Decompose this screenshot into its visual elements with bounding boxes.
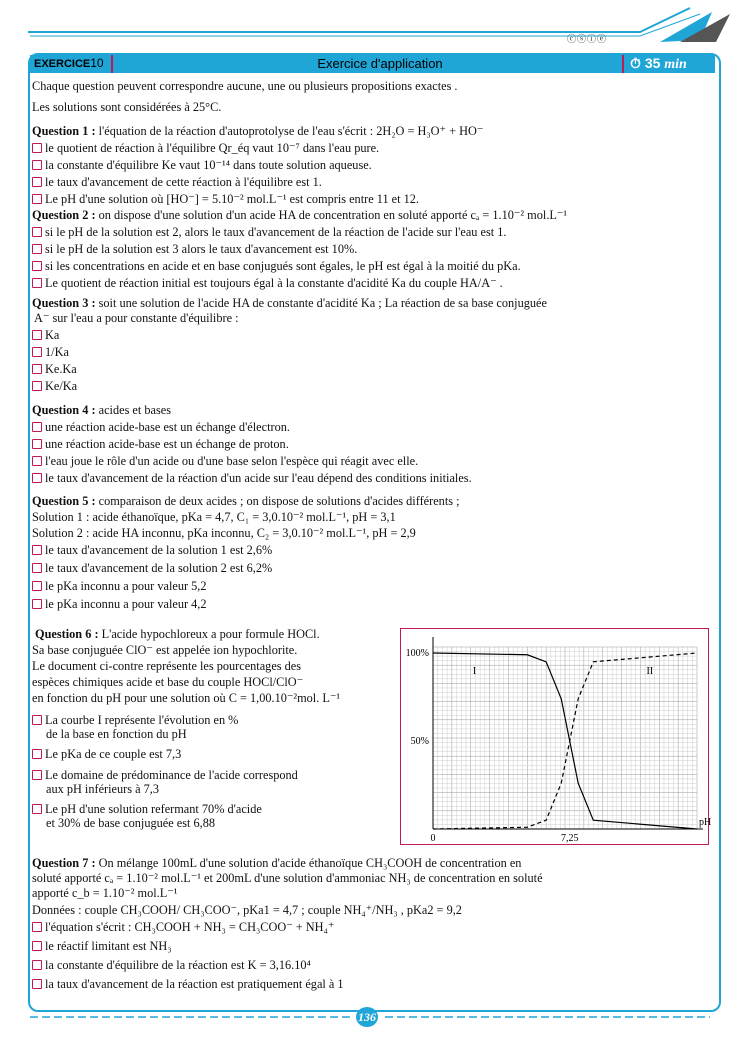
option[interactable]: si le pH de la solution est 3 alors le taux d'avancement est 10%.: [32, 242, 357, 256]
option[interactable]: la constante d'équilibre Ke vaut 10⁻¹⁴ dans toute solution aqueuse.: [32, 158, 372, 172]
question-4: Question 4 : acides et bases: [32, 403, 172, 417]
option[interactable]: la taux d'avancement de la réaction est pratiquement égal à 1: [32, 977, 344, 991]
checkbox-icon: [32, 364, 42, 374]
option[interactable]: Ke.Ka: [32, 362, 77, 376]
intro-line: Les solutions sont considérées à 25°C.: [32, 100, 222, 114]
page-number: 136: [356, 1007, 378, 1027]
option[interactable]: la constante d'équilibre de la réaction est K = 3,16.10⁴: [32, 958, 311, 972]
question-7-line: Données : couple CH₃COOH/ CH₃COO⁻, pKa1 = 4,7 ; couple NH₄⁺/NH₃ , pKa2 = 9,2: [32, 903, 462, 917]
checkbox-icon: [32, 381, 42, 391]
option[interactable]: l'eau joue le rôle d'un acide ou d'une base selon l'espèce qui réagit avec elle.: [32, 454, 418, 468]
checkbox-icon: [32, 439, 42, 449]
duration: ⏱ 35 min: [630, 55, 687, 72]
option[interactable]: Le quotient de réaction initial est toujours égal à la constante d'acidité Ka du couple HA/A⁻ .: [32, 276, 503, 290]
checkbox-icon: [32, 473, 42, 483]
checkbox-icon: [32, 261, 42, 271]
checkbox-icon: [32, 749, 42, 759]
checkbox-icon: [32, 177, 42, 187]
option[interactable]: une réaction acide-base est un échange d'électron.: [32, 420, 290, 434]
option[interactable]: si le pH de la solution est 2, alors le taux d'avancement de la réaction de l'acide sur l'eau est 1.: [32, 225, 506, 239]
checkbox-icon: [32, 715, 42, 725]
checkbox-icon: [32, 347, 42, 357]
option[interactable]: le taux d'avancement de la solution 2 est 6,2%: [32, 561, 272, 575]
question-3: Question 3 : soit une solution de l'acide HA de constante d'acidité Ka ; La réaction de sa base conjuguée: [32, 296, 547, 310]
solution-1: Solution 1 : acide éthanoïque, pKa = 4,7, C₁ = 3,0.10⁻² mol.L⁻¹, pH = 3,1: [32, 510, 396, 524]
option[interactable]: Ke/Ka: [32, 379, 77, 393]
checkbox-icon: [32, 244, 42, 254]
option-continued: aux pH inférieurs à 7,3: [46, 782, 160, 796]
option[interactable]: Le pKa de ce couple est 7,3: [32, 747, 181, 761]
license-icons: ⓒⓢⓘⓔ: [567, 34, 608, 44]
question-6: Question 6 : L'acide hypochloreux a pour formule HOCl.: [35, 627, 320, 641]
option[interactable]: 1/Ka: [32, 345, 69, 359]
checkbox-icon: [32, 581, 42, 591]
checkbox-icon: [32, 960, 42, 970]
checkbox-icon: [32, 979, 42, 989]
question-1: Question 1 : l'équation de la réaction d'autoprotolyse de l'eau s'écrit : 2H₂O = H₃O⁺ + HO⁻: [32, 124, 484, 138]
checkbox-icon: [32, 599, 42, 609]
checkbox-icon: [32, 456, 42, 466]
option[interactable]: le taux d'avancement de la solution 1 est 2,6%: [32, 543, 272, 557]
option[interactable]: le quotient de réaction à l'équilibre Qr_éq vaut 10⁻⁷ dans l'eau pure.: [32, 141, 379, 155]
question-6-line: Sa base conjuguée ClO⁻ est appelée ion hypochlorite.: [32, 643, 298, 657]
y-tick-label: 50%: [410, 736, 429, 747]
series-I-label: I: [472, 666, 477, 678]
question-3-line2: A⁻ sur l'eau a pour constante d'équilibre :: [34, 311, 239, 325]
question-6-line: en fonction du pH pour une solution où C = 1,00.10⁻²mol. L⁻¹: [32, 691, 341, 705]
x-tick-label: 0: [430, 833, 436, 844]
option[interactable]: le réactif limitant est NH₃: [32, 939, 172, 953]
chart-svg: [401, 629, 712, 844]
option[interactable]: le pKa inconnu a pour valeur 4,2: [32, 597, 207, 611]
x-axis-label: pH: [699, 817, 712, 828]
checkbox-icon: [32, 922, 42, 932]
checkbox-icon: [32, 941, 42, 951]
question-7-line: apporté c_b = 1.10⁻² mol.L⁻¹: [32, 886, 178, 900]
question-5: Question 5 : comparaison de deux acides ; on dispose de solutions d'acides différents ;: [32, 494, 460, 508]
exercise-title: Exercice d'application: [317, 56, 443, 71]
checkbox-icon: [32, 278, 42, 288]
option[interactable]: une réaction acide-base est un échange de proton.: [32, 437, 289, 451]
checkbox-icon: [32, 770, 42, 780]
exercise-label: EXERCICE10: [34, 56, 104, 70]
option[interactable]: le taux d'avancement de la réaction d'un acide sur l'eau dépend des conditions initiales.: [32, 471, 472, 485]
option[interactable]: l'équation s'écrit : CH₃COOH + NH₃ = CH₃COO⁻ + NH₄⁺: [32, 920, 334, 934]
checkbox-icon: [32, 143, 42, 153]
option[interactable]: Le pH d'une solution où [HO⁻] = 5.10⁻² mol.L⁻¹ est compris entre 11 et 12.: [32, 192, 419, 206]
option[interactable]: le taux d'avancement de cette réaction à l'équilibre est 1.: [32, 175, 322, 189]
titration-chart: [400, 628, 712, 845]
question-7-line: soluté apporté cₐ = 1.10⁻² mol.L⁻¹ et 200mL d'une solution d'ammoniac NH₃ de concentration en soluté: [32, 871, 543, 885]
question-7: Question 7 : On mélange 100mL d'une solution d'acide éthanoïque CH₃COOH de concentration en: [32, 856, 522, 870]
intro-line: Chaque question peuvent correspondre aucune, une ou plusieurs propositions exactes .: [32, 79, 458, 93]
option[interactable]: Le domaine de prédominance de l'acide correspond: [32, 768, 298, 782]
checkbox-icon: [32, 194, 42, 204]
checkbox-icon: [32, 563, 42, 573]
checkbox-icon: [32, 330, 42, 340]
option[interactable]: Le pH d'une solution refermant 70% d'acide: [32, 802, 262, 816]
option[interactable]: Ka: [32, 328, 59, 342]
checkbox-icon: [32, 422, 42, 432]
question-6-line: espèces chimiques acide et base du couple HOCl/ClO⁻: [32, 675, 304, 689]
option-continued: et 30% de base conjuguée est 6,88: [46, 816, 216, 830]
option[interactable]: si les concentrations en acide et en base conjugués sont égales, le pH est égal à la moitié du pKa.: [32, 259, 521, 273]
y-tick-label: 100%: [405, 648, 429, 659]
checkbox-icon: [32, 160, 42, 170]
x-tick-label: 7,25: [560, 833, 579, 844]
exercise-header: [30, 55, 715, 73]
series-II-label: II: [646, 666, 654, 678]
option[interactable]: le pKa inconnu a pour valeur 5,2: [32, 579, 207, 593]
top-decoration: [0, 0, 744, 60]
option-continued: de la base en fonction du pH: [46, 727, 187, 741]
question-2: Question 2 : on dispose d'une solution d'un acide HA de concentration en soluté apporté cₐ = 1.10⁻² mol.L⁻¹: [32, 208, 568, 222]
option[interactable]: La courbe I représente l'évolution en %: [32, 713, 238, 727]
checkbox-icon: [32, 545, 42, 555]
solution-2: Solution 2 : acide HA inconnu, pKa inconnu, C₂ = 3,0.10⁻² mol.L⁻¹, pH = 2,9: [32, 526, 416, 540]
checkbox-icon: [32, 227, 42, 237]
question-6-line: Le document ci-contre représente les pourcentages des: [32, 659, 302, 673]
checkbox-icon: [32, 804, 42, 814]
